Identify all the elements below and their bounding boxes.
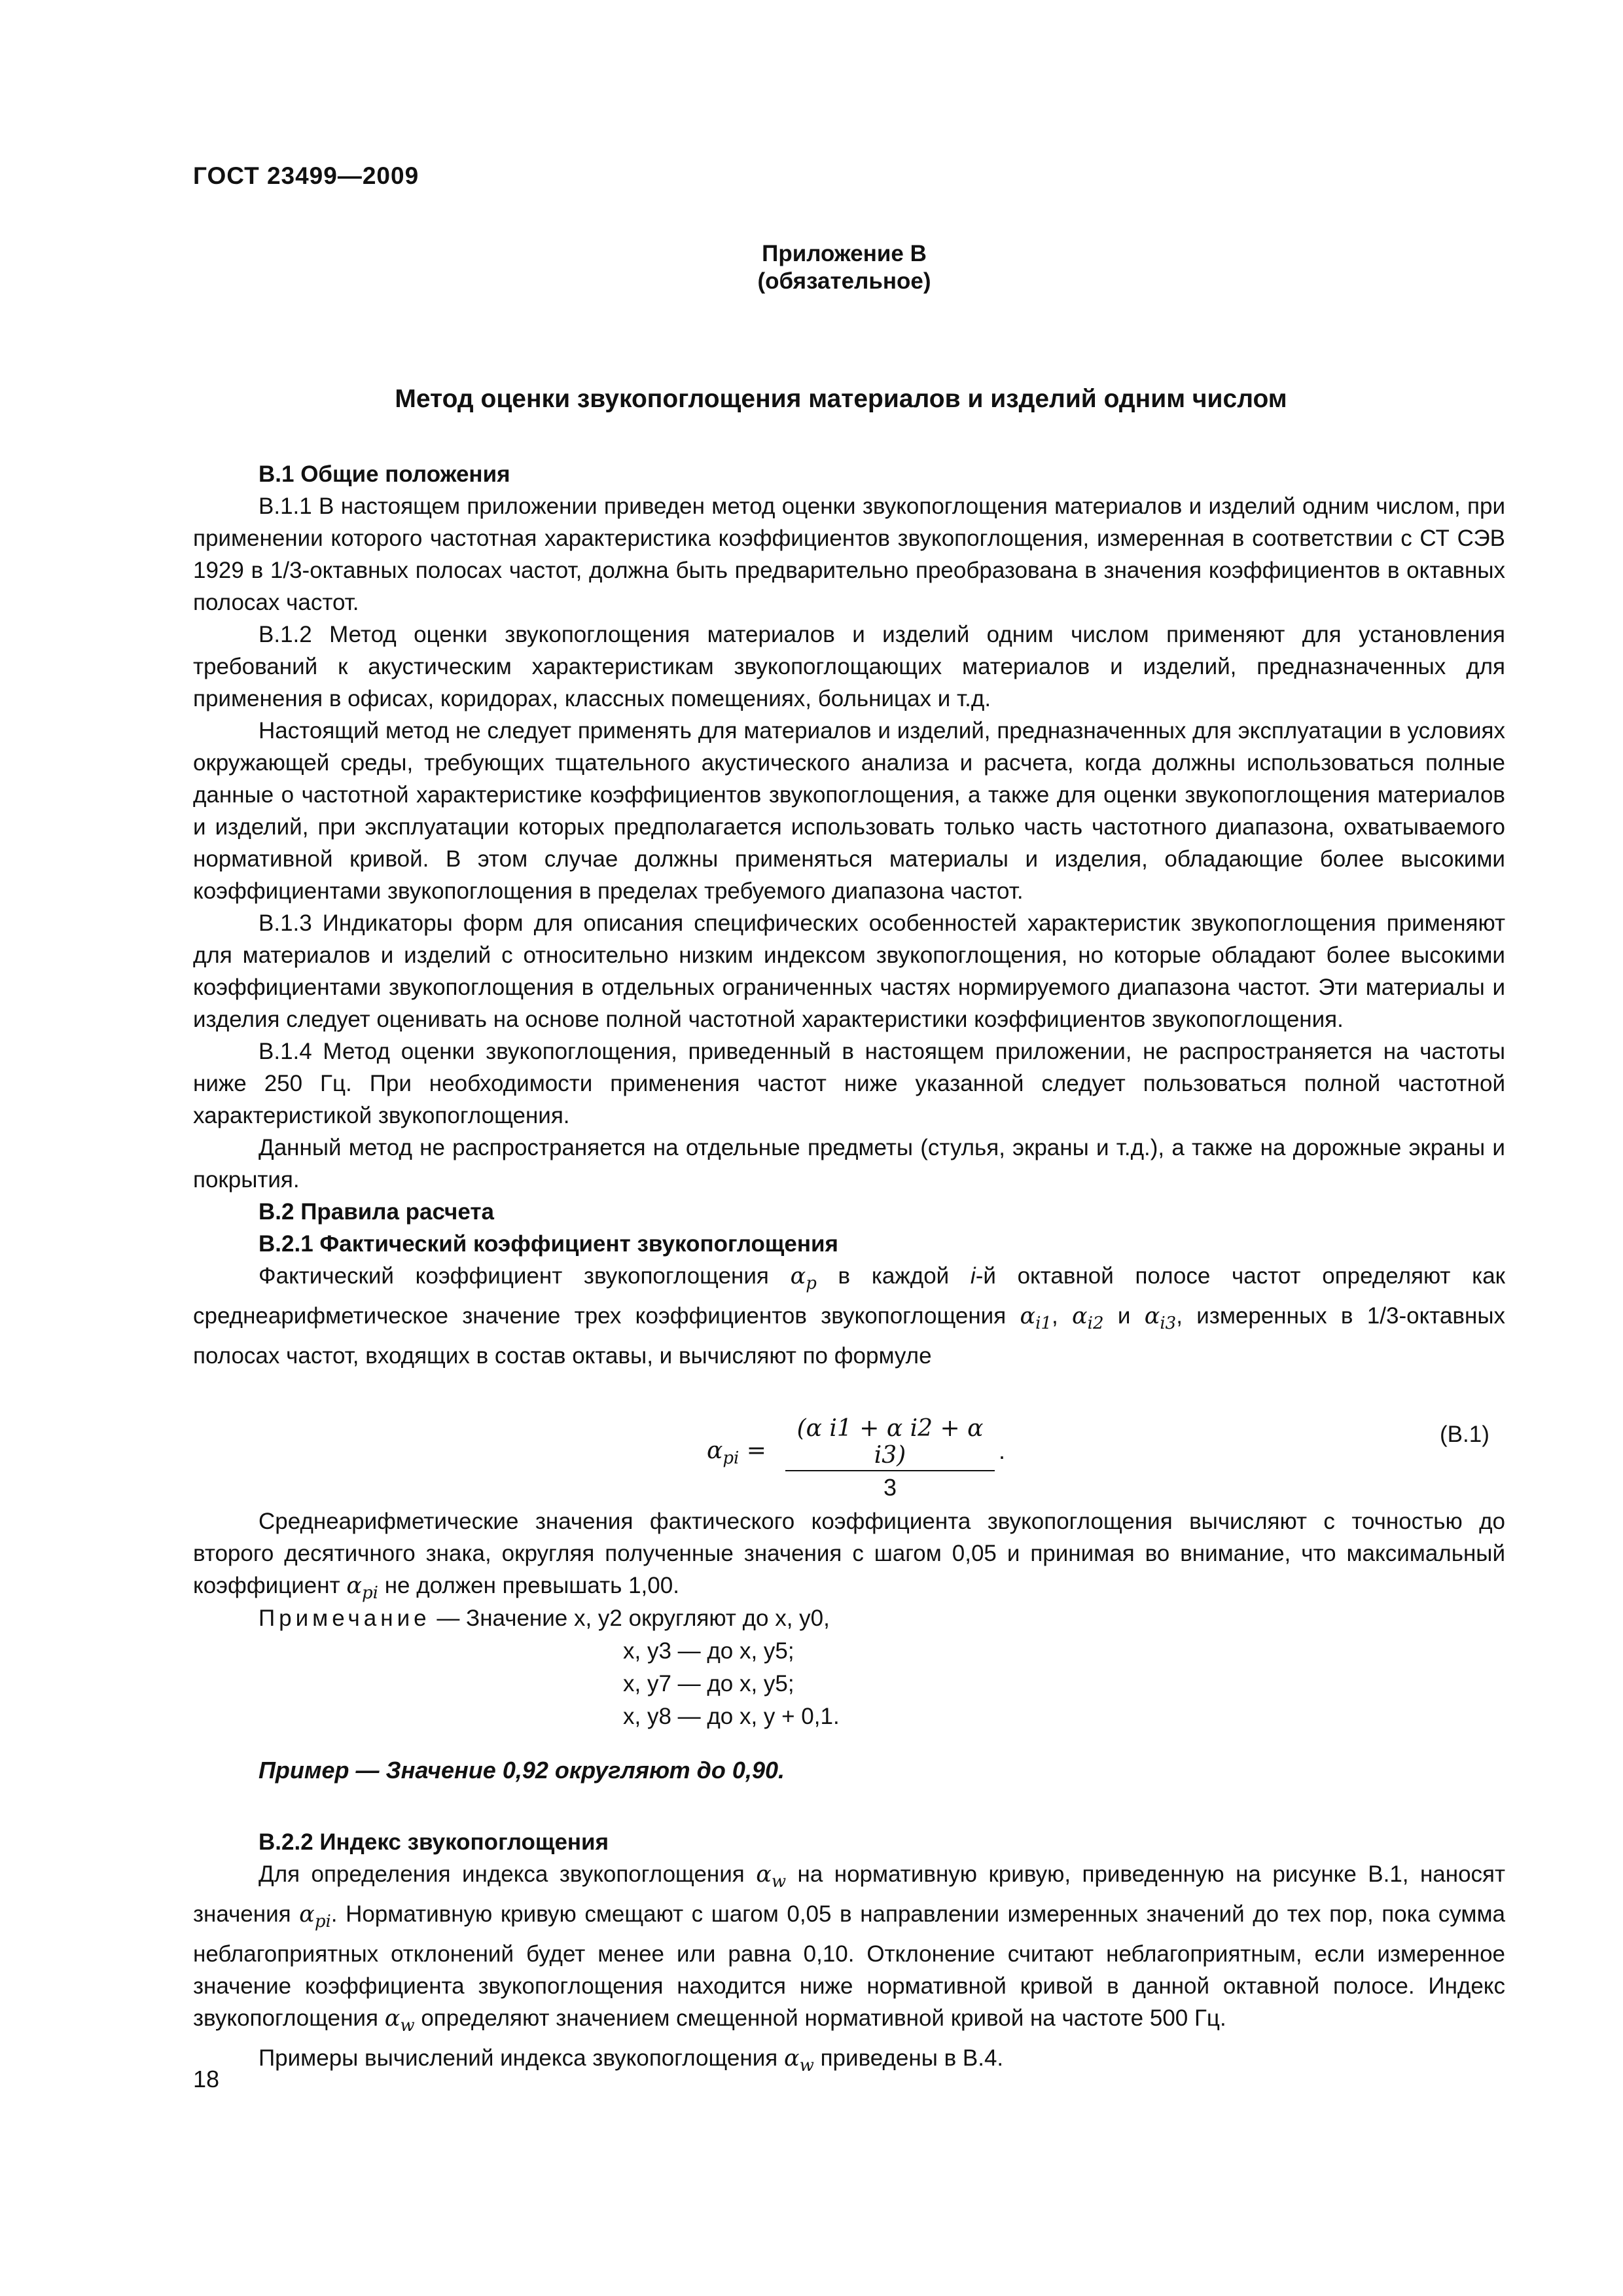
paragraph-b1-2: В.1.2 Метод оценки звукопоглощения материалов и изделий одним числом применяют для установления требований к акустическим характеристикам звукопоглощающих материалов и изделий, предназначенных для применения в офисах, коридорах, классных помещениях, больницах и т.д. (193, 622, 1505, 711)
alpha-w-symbol: $\alpha_w$ (783, 2045, 814, 2075)
alpha-i3-symbol: $\alpha_{i3}$ (1144, 1303, 1177, 1333)
paragraph-b1-1: В.1.1 В настоящем приложении приведен метод оценки звукопоглощения материалов и изделий одним числом, при применении которого частотная характеристика коэффициентов звукопоглощения, измеренная в соответствии с СТ СЭВ 1929 в 1/3-октавных полосах частот, должна быть предварительно преобразована в значения коэффициентов в октавных полосах частот. (193, 493, 1505, 615)
paragraph-b22-1: Для определения индекса звукопоглощения $\alpha_w$ на нормативную кривую, приведенную на рисунке В.1, наносят значения $\alpha_{pi}$. Нормативную кривую смещают с шагом 0,05 в направлении измеренных значений до тех пор, пока сумма неблагоприятных отклонений будет менее или равна 0,10. Отклонение считают неблагоприятным, если измеренное значение коэффициента звукопоглощения находится ниже нормативной кривой в данной октавной полосе. Индекс звукопоглощения $\alpha_w$ определяют значением смещенной нормативной кривой на частоте 500 Гц. (193, 1861, 1506, 2036)
example-text: Пример — Значение 0,92 округляют до 0,90. (259, 1757, 785, 1784)
note-line-2: x, y3 — до x, y5; (623, 1638, 794, 1664)
paragraph-b1-3: В.1.3 Индикаторы форм для описания специфических особенностей характеристик звукопоглощения применяют для материалов и изделий с относительно низким индексом звукопоглощения, но которые обладают более высокими коэффициентами звукопоглощения в отдельных ограниченных частях нормируемого диапазона частот. Эти материалы и изделия следует оценивать на основе полной частотной характеристики коэффициентов звукопоглощения. (193, 910, 1505, 1032)
paragraph-b1-4-cont: Данный метод не распространяется на отдельные предметы (стулья, экраны и т.д.), а также на дорожные экраны и покрытия. (193, 1135, 1505, 1193)
paragraph-b1-2-cont: Настоящий метод не следует применять для материалов и изделий, предназначенных для эксплуатации в условиях окружающей среды, требующих тщательного акустического анализа и расчета, когда должны использоваться полные данные о частотной характеристике коэффициентов звукопоглощения, а также для оценки звукопоглощения материалов и изделий, при эксплуатации которых предполагается использовать только часть частотного диапазона, охватываемого нормативной кривой. В этом случае должны применяться материалы и изделия, обладающие более высокими коэффициентами звукопоглощения в пределах требуемого диапазона частот. (193, 718, 1505, 904)
standard-header: ГОСТ 23499—2009 (193, 162, 419, 189)
alpha-i1-symbol: $\alpha_{i1}$ (1020, 1303, 1052, 1333)
alpha-i2-symbol: $\alpha_{i2}$ (1072, 1303, 1104, 1333)
appendix-status: (обязательное) (757, 268, 931, 294)
paragraph-b21-1: Фактический коэффициент звукопоглощения $\alpha_p$ в каждой i-й октавной полосе частот определяют как среднеарифметическое значение трех коэффициентов звукопоглощения $\alpha_{i1}$, $\alpha_{i2}$ и $\alpha_{i3}$, измеренных в 1/3-октавных полосах частот, входящих в состав октавы, и вычисляют по формуле (193, 1263, 1505, 1369)
formula-lhs: $\alpha_{pi}$ = (707, 1437, 766, 1468)
note-block (259, 1602, 840, 1733)
formula-denominator: 3 (883, 1474, 897, 1501)
note-line-1: — Значение x, y2 округляют до x, y0, (437, 1605, 830, 1631)
formula-fraction (785, 1415, 995, 1501)
formula-b1: $\alpha_{pi}$ = $\frac{\text{(α i1 + α i2 + α i3)}}{3}$ . (707, 1415, 1006, 1501)
paragraph-b1-4: В.1.4 Метод оценки звукопоглощения, приведенный в настоящем приложении, не распространяется на частоты ниже 250 Гц. При необходимости применения частот ниже указанной следует пользоваться полной частотной характеристикой звукопоглощения. (193, 1039, 1505, 1128)
formula-numerator: (α i1 + α i2 + α i3) (785, 1415, 995, 1471)
section-b1 (193, 458, 1505, 1372)
section-b2-heading: В.2 Правила расчета (259, 1199, 494, 1225)
section-b22-heading: В.2.2 Индекс звукопоглощения (259, 1829, 609, 1855)
alpha-w-symbol: $\alpha_w$ (756, 1861, 787, 1892)
note-line-4: x, y8 — до x, y + 0,1. (623, 1704, 840, 1729)
document-title: Метод оценки звукопоглощения материалов и изделий одним числом (395, 385, 1287, 413)
section-b22 (193, 1826, 1505, 2082)
section-b1-heading: В.1 Общие положения (259, 461, 510, 487)
note-label: Примечание (259, 1605, 431, 1631)
alpha-w-symbol: $\alpha_w$ (384, 2005, 415, 2036)
paragraph-b21-2: Среднеарифметические значения фактического коэффициента звукопоглощения вычисляют с точностью до второго десятичного знака, округляя полученные значения с шагом 0,05 и принимая во внимание, что максимальный коэффициент $\alpha_{pi}$ не должен превышать 1,00. (193, 1509, 1505, 1603)
paragraph-b22-2: Примеры вычислений индекса звукопоглощения $\alpha_w$ приведены в В.4. (259, 2045, 1004, 2075)
note-line-3: x, y7 — до x, y5; (623, 1671, 794, 1696)
alpha-pi-symbol: $\alpha_{pi}$ (299, 1901, 331, 1931)
formula-number: (В.1) (1440, 1422, 1489, 1447)
appendix-label: Приложение В (762, 241, 927, 266)
section-b21-continued (193, 1505, 1505, 1609)
alpha-p-symbol: $\alpha_p$ (790, 1263, 817, 1293)
section-b21-heading: В.2.1 Фактический коэффициент звукопоглощения (259, 1231, 838, 1257)
page-number: 18 (193, 2066, 220, 2092)
alpha-pi-symbol: $\alpha_{pi}$ (346, 1573, 378, 1603)
